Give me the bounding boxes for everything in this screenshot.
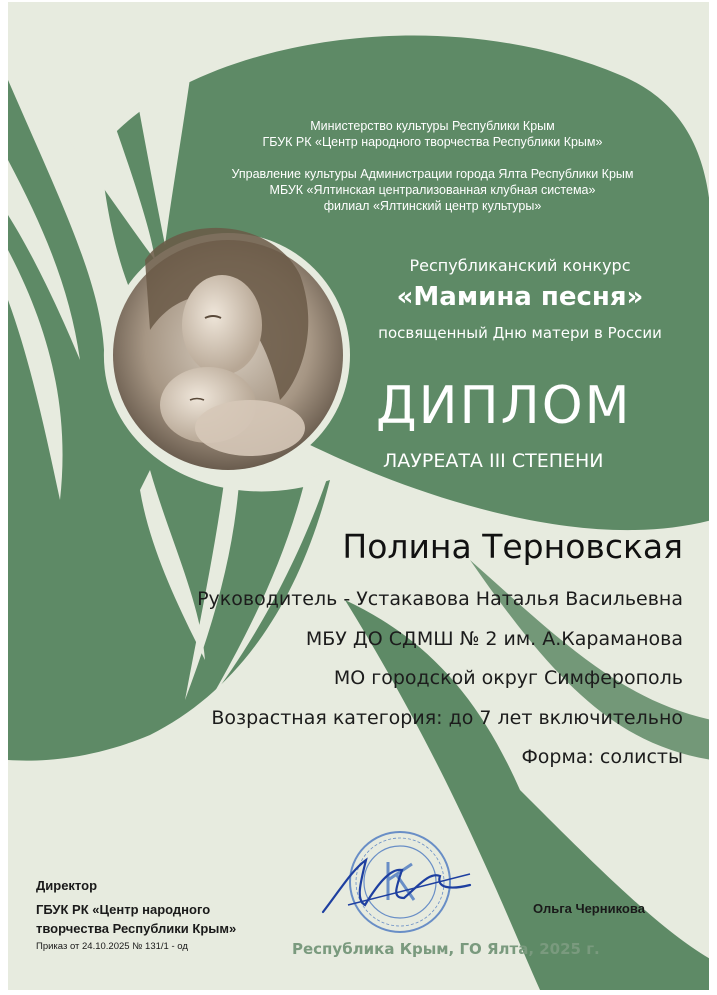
recipient-form: Форма: солисты [521, 746, 683, 768]
recipient-school: МБУ ДО СДМШ № 2 им. А.Караманова [305, 628, 683, 650]
diploma-title: ДИПЛОМ [376, 376, 632, 436]
header-ministry: Министерство культуры Республики Крым [310, 119, 555, 133]
signature-org-line2: творчества Республики Крым» [36, 921, 237, 936]
contest-dedication: посвященный Дню матери в России [378, 324, 662, 342]
contest-name: «Мамина песня» [396, 282, 644, 312]
recipient-teacher: Руководитель - Устакавова Наталья Васильевна [197, 588, 683, 610]
header-culture-department: Управление культуры Администрации города Ялта Республики Крым [231, 167, 634, 181]
footer-place-year: Республика Крым, ГО Ялта, 2025 г. [292, 940, 600, 958]
recipient-age-category: Возрастная категория: до 7 лет включительно [211, 707, 683, 729]
header-center: ГБУК РК «Центр народного творчества Республики Крым» [262, 135, 603, 149]
contest-kind: Республиканский конкурс [409, 256, 631, 275]
header-club-system: МБУК «Ялтинская централизованная клубная система» [269, 183, 596, 197]
signer-name: Ольга Черникова [533, 901, 645, 916]
header-branch: филиал «Ялтинский центр культуры» [323, 199, 542, 213]
signature-org-line1: ГБУК РК «Центр народного [36, 902, 211, 917]
order-reference: Приказ от 24.10.2025 № 131/1 - од [36, 941, 188, 952]
recipient-name: Полина Терновская [342, 527, 683, 566]
diploma-subtitle: ЛАУРЕАТА III СТЕПЕНИ [383, 450, 604, 472]
signature-role: Директор [36, 878, 98, 893]
recipient-district: МО городской округ Симферополь [333, 667, 683, 689]
